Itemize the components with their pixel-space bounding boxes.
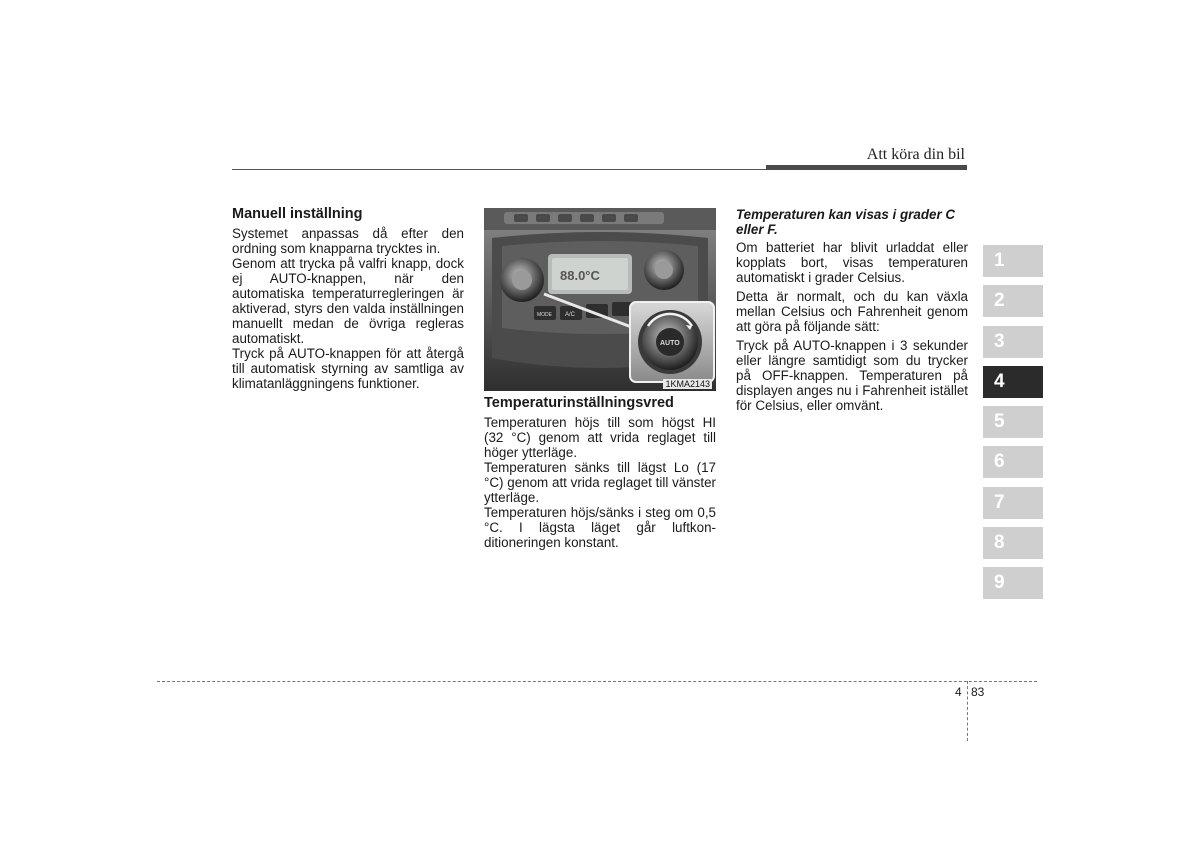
column-manual-setting bbox=[232, 207, 464, 391]
chapter-tab-5[interactable]: 5 bbox=[983, 406, 1043, 438]
chapter-tabs bbox=[983, 245, 1043, 608]
footer-rule bbox=[157, 681, 1037, 682]
paragraph: Genom att trycka på valfri knapp, dock ej AUTO-knappen, när den automatiska temperaturregleringen är aktiverad, styrs den valda inställningen manuellt medan de övriga regleras automatiskt. bbox=[232, 256, 464, 346]
chapter-tab-6[interactable]: 6 bbox=[983, 446, 1043, 478]
climate-control-photo bbox=[484, 208, 716, 391]
running-header-title: Att köra din bil bbox=[866, 146, 965, 163]
figure-code: 1KMA2143 bbox=[665, 379, 710, 389]
footer-divider bbox=[967, 681, 968, 741]
heading-manual-setting: Manuell inställning bbox=[232, 206, 363, 222]
heading-temperature-units: Temperaturen kan visas i grader C eller F. bbox=[736, 207, 956, 237]
paragraph: Temperaturen höjs till som högst HI (32 °C) genom att vrida reglaget till höger ytterläge. bbox=[484, 415, 716, 460]
chapter-tab-4[interactable]: 4 bbox=[983, 366, 1043, 398]
paragraph: Temperaturen sänks till lägst Lo (17 °C) genom att vrida reglaget till vänster ytterläge. bbox=[484, 460, 716, 505]
ac-button-label: A/C bbox=[565, 312, 576, 318]
auto-button-label: AUTO bbox=[660, 340, 680, 347]
paragraph: Tryck på AUTO-knappen för att återgå till automatisk styrning av samtliga av klimatanläggningens funktioner. bbox=[232, 346, 464, 391]
column-temperature-units bbox=[736, 207, 968, 413]
paragraph: Om batteriet har blivit urladdat eller kopplats bort, visas temperaturen automatiskt i grader Celsius. bbox=[736, 240, 968, 285]
paragraph: Temperaturen höjs/sänks i steg om 0,5 °C. I lägsta läget går luftkonditioneringen konstant. bbox=[484, 505, 716, 550]
chapter-tab-3[interactable]: 3 bbox=[983, 326, 1043, 358]
page-section-number: 4 bbox=[955, 685, 962, 699]
header-bar bbox=[766, 165, 967, 170]
chapter-tab-2[interactable]: 2 bbox=[983, 285, 1043, 317]
display-readout: 88.0°C bbox=[560, 268, 600, 283]
column-temperature-knob bbox=[484, 396, 716, 550]
chapter-tab-9[interactable]: 9 bbox=[983, 567, 1043, 599]
climate-panel-illustration bbox=[484, 208, 716, 391]
chapter-tab-8[interactable]: 8 bbox=[983, 527, 1043, 559]
chapter-tab-1[interactable]: 1 bbox=[983, 245, 1043, 277]
paragraph: Systemet anpassas då efter den ordning som knapparna trycktes in. bbox=[232, 226, 464, 256]
heading-temperature-knob: Temperaturinställningsvred bbox=[484, 395, 674, 411]
paragraph: Detta är normalt, och du kan växla mellan Celsius och Fahrenheit genom att göra på följande sätt: bbox=[736, 289, 968, 334]
paragraph: Tryck på AUTO-knappen i 3 sekunder eller längre samtidigt som du trycker på OFF-knappen. Temperaturen på displayen anges nu i Fahrenheit istället för Celsius, eller omvänt. bbox=[736, 338, 968, 413]
chapter-tab-7[interactable]: 7 bbox=[983, 487, 1043, 519]
mode-button-label: MODE bbox=[537, 312, 552, 318]
page-number: 83 bbox=[971, 685, 985, 699]
